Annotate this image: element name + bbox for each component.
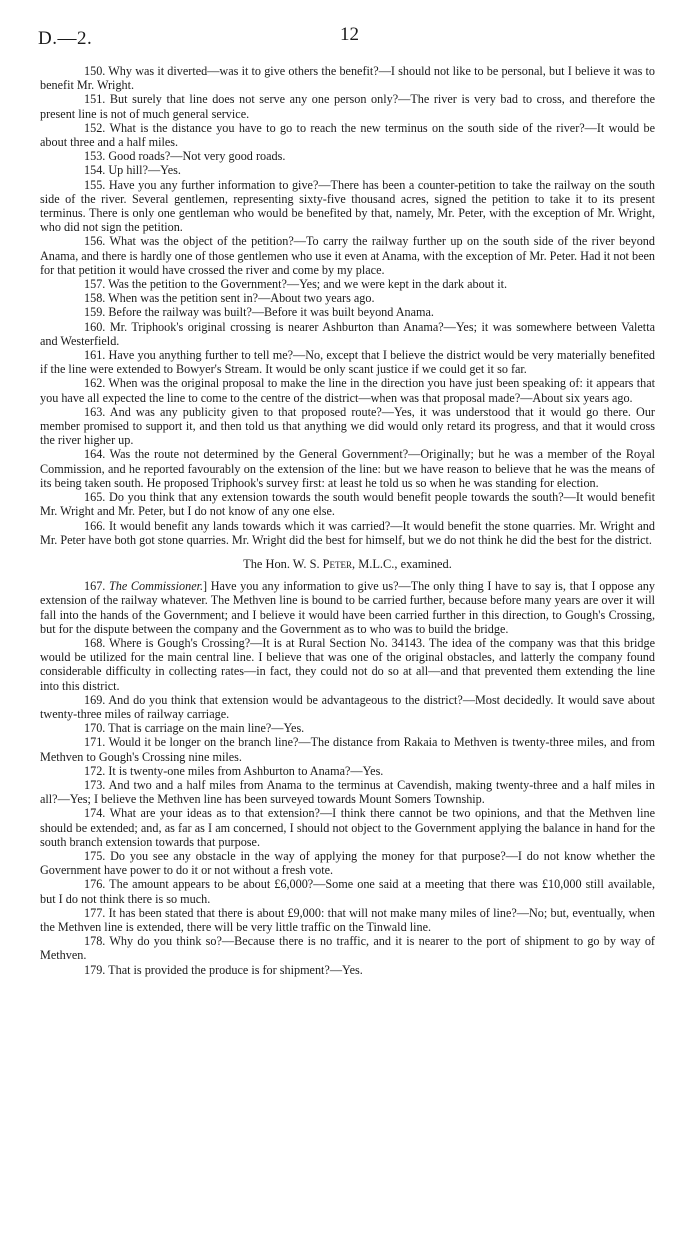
- paragraph: 177. It has been stated that there is about £9,000: that will not make many miles of line?—No; but, eventually, when the Methven line is extended, there will be very little traffic on the Tinwald line.: [40, 905, 655, 934]
- paragraph: 179. That is provided the produce is for shipment?—Yes.: [84, 962, 363, 977]
- paragraph: 159. Before the railway was built?—Before it was built beyond Anama.: [84, 305, 434, 320]
- paragraph: 172. It is twenty-one miles from Ashburton to Anama?—Yes.: [84, 763, 384, 778]
- paragraph: 176. The amount appears to be about £6,000?—Some one said at a meeting that there was £10,000 still available, but I do not think there is so much.: [40, 877, 655, 906]
- heading-name: Peter: [322, 556, 353, 571]
- paragraph: 151. But surely that line does not serve any one person only?—The river is very bad to cross, and therefore the present line is not of much general service.: [40, 92, 655, 121]
- section-heading: [40, 557, 655, 571]
- paragraph: 175. Do you see any obstacle in the way of applying the money for that purpose?—I do not know whether the Government have power to do it or not without a fresh vote.: [40, 848, 655, 878]
- document-code: D.—2.: [38, 28, 93, 49]
- paragraph: 165. Do you think that any extension towards the south would benefit people towards the south?—It would benefit Mr. Wright and Mr. Peter, but I do not know of any one else.: [40, 490, 655, 519]
- page-number: 12: [340, 24, 359, 45]
- question-number: 167.: [84, 579, 109, 594]
- paragraph: 157. Was the petition to the Government?—Yes; and we were kept in the dark about it.: [84, 277, 508, 292]
- speaker-name: The Commissioner.: [108, 579, 204, 594]
- paragraph: 171. Would it be longer on the branch line?—The distance from Rakaia to Methven is twenty-three miles, and from Methven to Gough's Crossing nine miles.: [40, 735, 655, 764]
- paragraph: 169. And do you think that extension would be advantageous to the district?—Most decidedly. It would save about twenty-three miles of railway carriage.: [40, 692, 655, 721]
- paragraph: 156. What was the object of the petition?—To carry the railway further up on the south side of the river beyond Anama, and there is hardly one of those gentlemen who use it even at Anama, with the exception of Mr. Peter. Had it not been for that petition it would have crossed the river and come by my place.: [40, 234, 655, 277]
- paragraph-text: ] Have you any information to give us?—The only thing I have to say is, that I oppose any extension of the railway whatever. The Methven line is bound to be carried further, because before many years are over it will fall into the hands of the Government; and I believe it would have been carried further in this direction, to Gough's Crossing, but for the dispute between the company and the Government as to who was to build the bridge.: [40, 579, 655, 636]
- paragraph: 170. That is carriage on the main line?—Yes.: [84, 721, 305, 736]
- paragraph: 154. Up hill?—Yes.: [84, 163, 181, 178]
- paragraph: 160. Mr. Triphook's original crossing is nearer Ashburton than Anama?—Yes; it was somewhere between Valetta and Westerfield.: [40, 319, 655, 348]
- heading-prefix: The Hon. W. S.: [243, 556, 323, 571]
- paragraph: 158. When was the petition sent in?—About two years ago.: [84, 291, 375, 306]
- paragraph: 162. When was the original proposal to make the line in the direction you have just been speaking of: it appears that you have all expected the line to come to the centre of the district—when was that proposal made?—About six years ago.: [40, 376, 655, 405]
- paragraph: 178. Why do you think so?—Because there is no traffic, and it is nearer to the port of shipment to go by way of Methven.: [40, 934, 655, 963]
- paragraph: 173. And two and a half miles from Anama to the terminus at Cavendish, making twenty-three and a half miles in all?—Yes; I believe the Methven line has been surveyed towards Mount Somers Township.: [40, 777, 655, 807]
- paragraph: 163. And was any publicity given to that proposed route?—Yes, it was understood that it would go there. Our member promised to support it, and then told us that anything we did would only retard its progress, and that it would cross the river higher up.: [40, 404, 655, 448]
- page-header: [0, 20, 700, 50]
- paragraph: 174. What are your ideas as to that extension?—I think there cannot be two opinions, and that the Methven line should be extended; and, as far as I am concerned, I should not object to the Government applying the balance in hand for the south branch extension towards that purpose.: [40, 806, 655, 849]
- paragraph: 150. Why was it diverted—was it to give others the benefit?—I should not like to be personal, but I believe it was to benefit Mr. Wright.: [40, 64, 655, 93]
- paragraph: 164. Was the route not determined by the General Government?—Originally; but he was a member of the Royal Commission, and he reported favourably on the extension of the line: but we have reason to believe that he was the means of its being taken south. He proposed Triphook's survey first: at least he told us so when he was standing for election.: [40, 447, 655, 490]
- paragraph: [40, 579, 655, 636]
- paragraph: 161. Have you anything further to tell me?—No, except that I believe the district would be very materially benefited if the line were extended to Bowyer's Stream. It would be only scant justice if we could get it so far.: [40, 348, 655, 377]
- paragraph: 155. Have you any further information to give?—There has been a counter-petition to take the railway on the south side of the river. Several gentlemen, representing sixty-five thousand acres, signed the petition to take it to its present terminus. There is only one gentleman who would be benefited by that, namely, Mr. Peter, with the exception of Mr. Wright, who did not sign the petition.: [40, 177, 655, 235]
- paragraph: 152. What is the distance you have to go to reach the new terminus on the south side of the river?—It would be about three and a half miles.: [40, 120, 655, 150]
- heading-suffix: , M.L.C., examined.: [352, 556, 452, 571]
- paragraph: 166. It would benefit any lands towards which it was carried?—It would benefit the stone quarries. Mr. Wright and Mr. Peter have both got stone quarries. Mr. Wright did the best for himself, but we do not think he did the best for the district.: [40, 518, 655, 547]
- document-body: [40, 64, 655, 977]
- paragraph: 153. Good roads?—Not very good roads.: [84, 149, 286, 164]
- paragraph: 168. Where is Gough's Crossing?—It is at Rural Section No. 34143. The idea of the company was that this bridge would be utilized for the main central line. I believe that was one of the original obstacles, and latterly the company found considerable difficulty in collecting rates—in fact, they could not do so at all—and that prevented them extending the line into this district.: [40, 635, 655, 693]
